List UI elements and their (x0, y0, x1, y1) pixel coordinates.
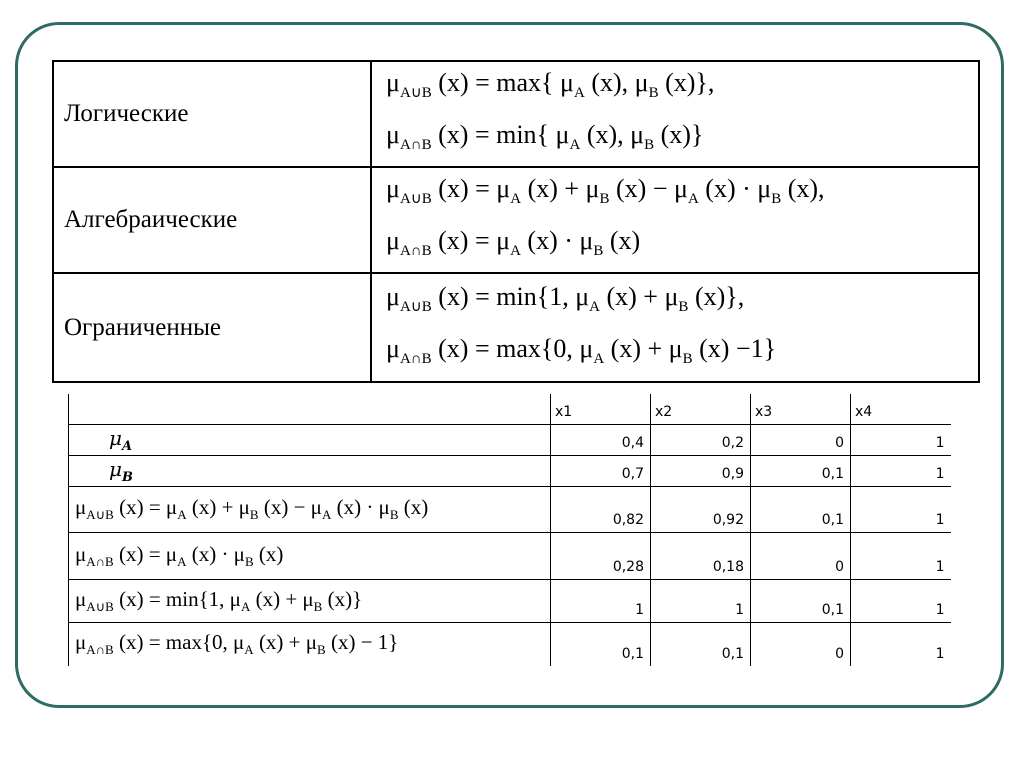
header-x2: x2 (651, 394, 751, 424)
cell-value: 1 (851, 532, 951, 579)
cell-value: 1 (551, 579, 651, 622)
row-label-algebraic-intersection: $\mu_{A\cap B}$ $(x) = \mu_A$ $(x) \cdot \mu_B$ (x) (69, 532, 551, 579)
union-formula: $\mu_{A\cup B}$ $(x) = \mu_A$ $(x) + \mu_B$ $(x) - \mu_A$ $(x) \cdot \mu_B$ (x), (386, 174, 825, 207)
table-row (69, 424, 951, 455)
operation-type-label: Ограниченные (53, 273, 371, 382)
table-row (69, 486, 951, 532)
cell-value: 0,2 (651, 424, 751, 455)
cell-value: 0,9 (651, 455, 751, 486)
header-empty (69, 394, 551, 424)
header-x1: x1 (551, 394, 651, 424)
cell-value: 0 (751, 622, 851, 666)
table-row (69, 579, 951, 622)
header-x3: x3 (751, 394, 851, 424)
cell-value: 0,18 (651, 532, 751, 579)
table-row (69, 455, 951, 486)
header-x4: x4 (851, 394, 951, 424)
row-label-bounded-intersection: $\mu_{A\cap B}$ (x) = max{0, $\mu_A$ $(x) + \mu_B$ (x) − 1} (69, 622, 551, 666)
row-label-mu-b: $\mu_B$ (69, 455, 551, 486)
cell-value: 0 (751, 424, 851, 455)
cell-value: 0 (751, 532, 851, 579)
cell-value: 0,7 (551, 455, 651, 486)
cell-value: 1 (851, 424, 951, 455)
table-header-row (69, 394, 951, 424)
row-label-algebraic-union: $\mu_{A\cup B}$ $(x) = \mu_A$ $(x) + \mu_B$ $(x) - \mu_A$ $(x) \cdot \mu_B$ (x) (69, 486, 551, 532)
union-formula: $\mu_{A\cup B}$ (x) = max{ $\mu_A$ (x), $\mu_B$ (x)}, (386, 68, 715, 101)
table-row (53, 61, 979, 167)
row-label-bounded-union: $\mu_{A\cup B}$ (x) = min{1, $\mu_A$ $(x) + \mu_B$ (x)} (69, 579, 551, 622)
membership-values-table (68, 394, 951, 666)
table-row (69, 532, 951, 579)
cell-value: 1 (851, 622, 951, 666)
formula-cell (371, 61, 979, 167)
row-label-mu-a: $\mu_A$ (69, 424, 551, 455)
table-row (53, 167, 979, 273)
operation-type-label: Логические (53, 61, 371, 167)
cell-value: 0,28 (551, 532, 651, 579)
table-row (69, 622, 951, 666)
cell-value: 1 (851, 486, 951, 532)
intersection-formula: $\mu_{A\cap B}$ (x) = max{0, $\mu_A$ $(x) + \mu_B$ (x) −1} (386, 333, 777, 367)
cell-value: 0,92 (651, 486, 751, 532)
operation-type-label: Алгебраические (53, 167, 371, 273)
cell-value: 0,82 (551, 486, 651, 532)
cell-value: 0,1 (551, 622, 651, 666)
table-row (53, 273, 979, 382)
formula-cell (371, 167, 979, 273)
cell-value: 0,1 (651, 622, 751, 666)
cell-value: 1 (851, 455, 951, 486)
union-formula: $\mu_{A\cup B}$ (x) = min{1, $\mu_A$ $(x) + \mu_B$ (x)}, (386, 281, 745, 315)
intersection-formula: $\mu_{A\cap B}$ (x) = min{ $\mu_A$ (x), $\mu_B$ (x)} (386, 120, 704, 153)
operations-table (52, 60, 980, 383)
intersection-formula: $\mu_{A\cap B}$ $(x) = \mu_A$ $(x) \cdot \mu_B$ (x) (386, 226, 641, 259)
cell-value: 1 (851, 579, 951, 622)
cell-value: 1 (651, 579, 751, 622)
cell-value: 0,1 (751, 579, 851, 622)
cell-value: 0,4 (551, 424, 651, 455)
formula-cell (371, 273, 979, 382)
cell-value: 0,1 (751, 486, 851, 532)
cell-value: 0,1 (751, 455, 851, 486)
